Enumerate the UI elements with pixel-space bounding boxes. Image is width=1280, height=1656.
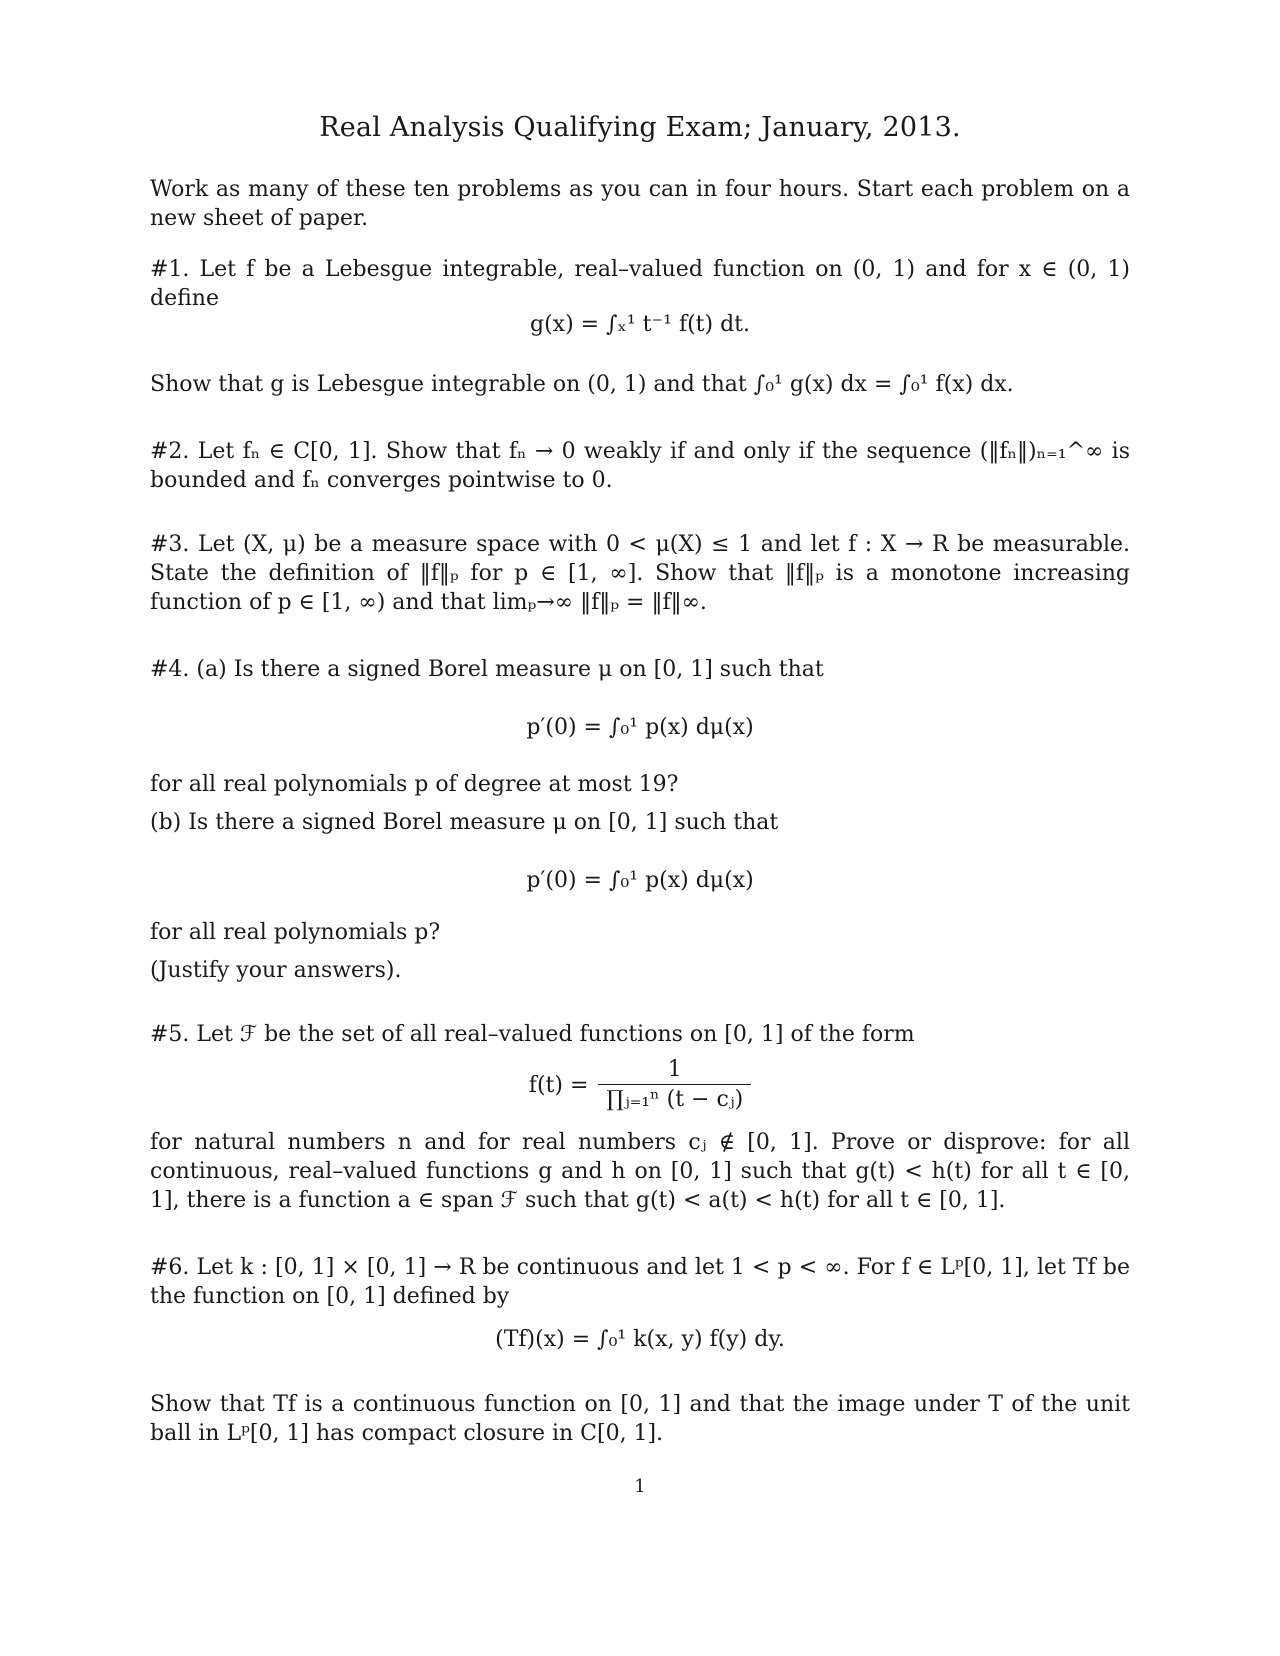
problem-5-task: for natural numbers n and for real numbers cⱼ ∉ [0, 1]. Prove or disprove: for all continuous, real–valued functions g and h on [0, 1] such that g(t) < h(t) for all t ∈ [0, 1], there is a function a ∈ span ℱ such that g(t) < a(t) < h(t) for all t ∈ [0, 1]. <box>150 1130 1130 1213</box>
problem-3-statement: #3. Let (X, μ) be a measure space with 0 < μ(X) ≤ 1 and let f : X → R be measurable. State the definition of ‖f‖ₚ for p ∈ [1, ∞]. Show that ‖f‖ₚ is a monotone increasing function of p ∈ [1, ∞) and that limₚ→∞ ‖f‖ₚ = ‖f‖∞. <box>150 532 1130 615</box>
problem-5-numerator: 1 <box>667 1057 682 1082</box>
problem-5-fraction <box>598 1056 751 1115</box>
problem-5-equation-lhs: f(t) = <box>528 1073 589 1098</box>
problem-1-statement: #1. Let f be a Lebesgue integrable, real–valued function on (0, 1) and for x ∈ (0, 1) define <box>150 257 1130 311</box>
problem-5-denominator: ∏ⱼ₌₁ⁿ (t − cⱼ) <box>606 1087 744 1112</box>
problem-5-statement: #5. Let ℱ be the set of all real–valued functions on [0, 1] of the form <box>150 1022 915 1047</box>
problem-4a-equation: p′(0) = ∫₀¹ p(x) dμ(x) <box>526 715 754 740</box>
problem-5-equation <box>0 1056 1280 1115</box>
problem-1-task: Show that g is Lebesgue integrable on (0, 1) and that ∫₀¹ g(x) dx = ∫₀¹ f(x) dx. <box>150 372 1014 397</box>
page-number: 1 <box>634 1476 646 1497</box>
problem-4b-condition: for all real polynomials p? <box>150 920 441 945</box>
problem-4b-statement: (b) Is there a signed Borel measure μ on [0, 1] such that <box>150 810 779 835</box>
problem-4-justify: (Justify your answers). <box>150 958 402 983</box>
problem-6-task: Show that Tf is a continuous function on [0, 1] and that the image under T of the unit ball in Lᵖ[0, 1] has compact closure in C[0, 1]. <box>150 1392 1130 1446</box>
problem-6-statement: #6. Let k : [0, 1] × [0, 1] → R be continuous and let 1 < p < ∞. For f ∈ Lᵖ[0, 1], let Tf be the function on [0, 1] defined by <box>150 1255 1130 1309</box>
intro-paragraph: Work as many of these ten problems as you can in four hours. Start each problem on a new sheet of paper. <box>150 177 1130 231</box>
page-title: Real Analysis Qualifying Exam; January, 2013. <box>319 112 961 143</box>
problem-4a-statement: #4. (a) Is there a signed Borel measure μ on [0, 1] such that <box>150 657 824 682</box>
problem-2-statement: #2. Let fₙ ∈ C[0, 1]. Show that fₙ → 0 weakly if and only if the sequence (‖fₙ‖)ₙ₌₁^∞ is bounded and fₙ converges pointwise to 0. <box>150 439 1130 493</box>
problem-6-equation: (Tf)(x) = ∫₀¹ k(x, y) f(y) dy. <box>495 1327 785 1352</box>
problem-1-equation: g(x) = ∫ₓ¹ t⁻¹ f(t) dt. <box>530 312 750 337</box>
problem-4b-equation: p′(0) = ∫₀¹ p(x) dμ(x) <box>526 868 754 893</box>
problem-4a-condition: for all real polynomials p of degree at most 19? <box>150 772 679 797</box>
